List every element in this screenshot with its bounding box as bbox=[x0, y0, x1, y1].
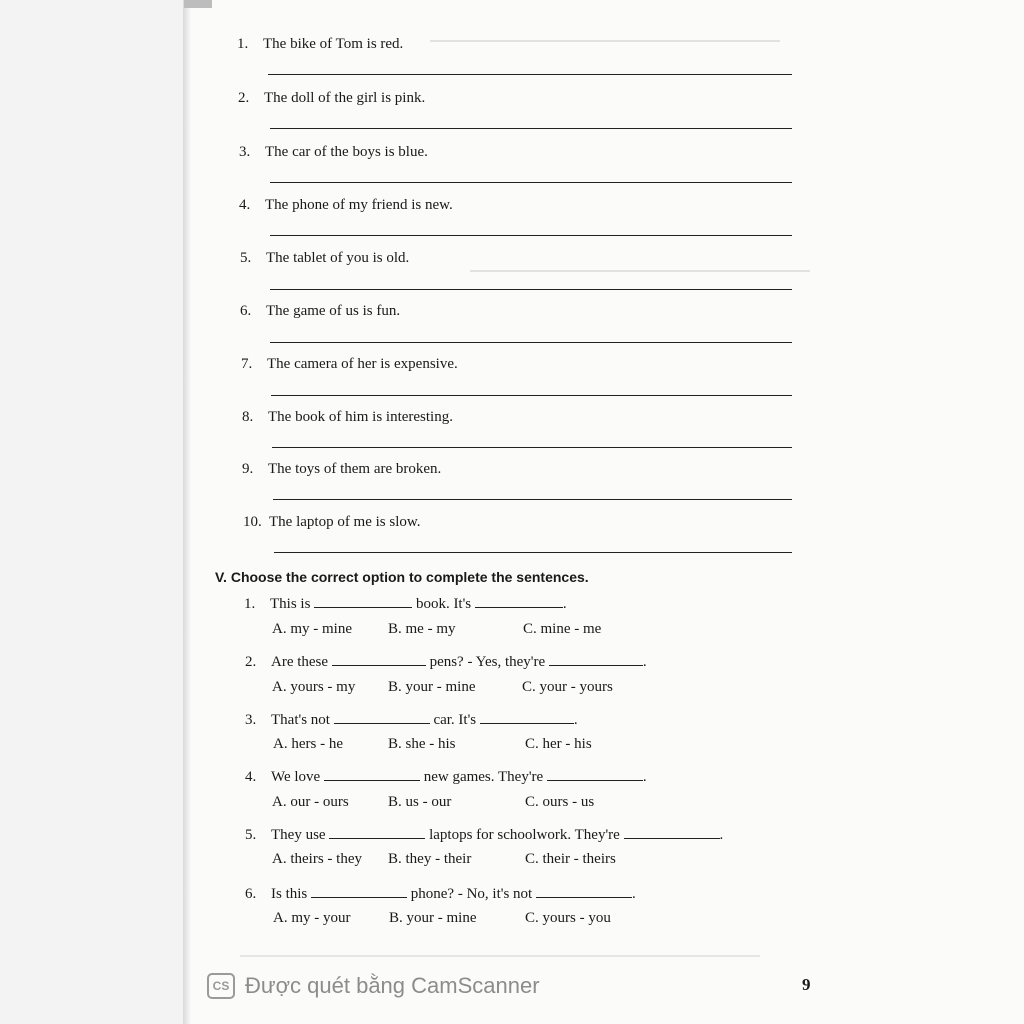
question-row bbox=[245, 885, 636, 903]
bleed-through-decoration bbox=[240, 955, 760, 957]
answer-line[interactable] bbox=[268, 74, 792, 75]
section-v-title: V. Choose the correct option to complete the sentences. bbox=[215, 569, 589, 585]
question-text: Are these bbox=[271, 654, 329, 670]
rewrite-item bbox=[243, 514, 421, 531]
option-b[interactable]: B. us - our bbox=[388, 794, 452, 810]
answer-line[interactable] bbox=[270, 342, 792, 343]
question-number: 2. bbox=[245, 654, 257, 670]
page-edge-shadow bbox=[183, 0, 191, 1024]
question-text: laptops for schoolwork. They're bbox=[429, 827, 620, 843]
question-row bbox=[244, 595, 567, 613]
rewrite-item bbox=[239, 197, 453, 214]
option-c[interactable]: C. ours - us bbox=[525, 794, 595, 810]
question-number: 6. bbox=[245, 886, 257, 902]
blank-field[interactable] bbox=[480, 711, 574, 724]
item-number: 3. bbox=[239, 144, 251, 160]
question-text: book. It's bbox=[415, 596, 472, 612]
item-sentence: The camera of her is expensive. bbox=[267, 356, 458, 372]
rewrite-item bbox=[242, 461, 441, 478]
question-text: phone? - No, it's not bbox=[410, 886, 533, 902]
question-text: . bbox=[642, 769, 647, 785]
option-c[interactable]: C. her - his bbox=[525, 736, 592, 752]
rewrite-item bbox=[242, 409, 453, 426]
option-a[interactable]: A. my - mine bbox=[272, 621, 352, 637]
rewrite-item bbox=[241, 356, 458, 373]
option-b[interactable]: B. your - mine bbox=[389, 910, 477, 926]
question-text: pens? - Yes, they're bbox=[429, 654, 546, 670]
option-c[interactable]: C. your - yours bbox=[522, 679, 613, 695]
answer-line[interactable] bbox=[270, 235, 792, 236]
question-text: That's not bbox=[271, 712, 330, 728]
item-sentence: The car of the boys is blue. bbox=[265, 144, 428, 160]
question-text: They use bbox=[271, 827, 326, 843]
bleed-through-decoration bbox=[470, 270, 810, 272]
answer-line[interactable] bbox=[271, 395, 792, 396]
question-number: 3. bbox=[245, 712, 257, 728]
blank-field[interactable] bbox=[475, 595, 563, 608]
answer-line[interactable] bbox=[274, 552, 792, 553]
question-text: . bbox=[573, 712, 578, 728]
camscanner-watermark bbox=[207, 971, 540, 1001]
camscanner-logo: CS bbox=[207, 973, 235, 999]
item-sentence: The book of him is interesting. bbox=[268, 409, 453, 425]
blank-field[interactable] bbox=[332, 653, 426, 666]
question-text: . bbox=[631, 886, 636, 902]
blank-field[interactable] bbox=[334, 711, 430, 724]
item-number: 8. bbox=[242, 409, 254, 425]
answer-line[interactable] bbox=[273, 499, 792, 500]
option-b[interactable]: B. me - my bbox=[388, 621, 456, 637]
question-text: We love bbox=[271, 769, 321, 785]
blank-field[interactable] bbox=[314, 595, 412, 608]
question-text: . bbox=[562, 596, 567, 612]
item-number: 4. bbox=[239, 197, 251, 213]
item-sentence: The toys of them are broken. bbox=[268, 461, 442, 477]
option-a[interactable]: A. yours - my bbox=[272, 679, 356, 695]
option-b[interactable]: B. they - their bbox=[388, 851, 472, 867]
item-number: 5. bbox=[240, 250, 252, 266]
question-number: 5. bbox=[245, 827, 257, 843]
item-number: 9. bbox=[242, 461, 254, 477]
option-c[interactable]: C. yours - you bbox=[525, 910, 611, 926]
question-text: new games. They're bbox=[423, 769, 544, 785]
option-a[interactable]: A. my - your bbox=[273, 910, 351, 926]
answer-line[interactable] bbox=[272, 447, 792, 448]
rewrite-item bbox=[239, 144, 428, 161]
option-a[interactable]: A. theirs - they bbox=[272, 851, 362, 867]
rewrite-item bbox=[238, 90, 425, 107]
scanner-caption: Được quét bằng CamScanner bbox=[245, 973, 540, 998]
question-text: This is bbox=[270, 596, 311, 612]
item-sentence: The tablet of you is old. bbox=[266, 250, 410, 266]
option-a[interactable]: A. our - ours bbox=[272, 794, 349, 810]
question-row bbox=[245, 653, 647, 671]
rewrite-item bbox=[240, 303, 400, 320]
option-c[interactable]: C. mine - me bbox=[523, 621, 602, 637]
page-number: 9 bbox=[802, 975, 811, 994]
item-sentence: The laptop of me is slow. bbox=[269, 514, 421, 530]
answer-line[interactable] bbox=[270, 289, 792, 290]
question-row bbox=[245, 826, 723, 844]
rewrite-item bbox=[240, 250, 409, 267]
question-row bbox=[245, 768, 647, 786]
answer-line[interactable] bbox=[270, 128, 792, 129]
question-text: car. It's bbox=[433, 712, 477, 728]
blank-field[interactable] bbox=[536, 885, 632, 898]
question-text: . bbox=[719, 827, 724, 843]
answer-line[interactable] bbox=[270, 182, 792, 183]
item-number: 10. bbox=[243, 514, 262, 530]
question-number: 1. bbox=[244, 596, 256, 612]
item-number: 2. bbox=[238, 90, 250, 106]
blank-field[interactable] bbox=[624, 826, 720, 839]
blank-field[interactable] bbox=[311, 885, 407, 898]
option-b[interactable]: B. your - mine bbox=[388, 679, 476, 695]
item-number: 1. bbox=[237, 36, 249, 52]
scan-corner-mark bbox=[184, 0, 212, 8]
blank-field[interactable] bbox=[549, 653, 643, 666]
bleed-through-decoration bbox=[430, 40, 780, 42]
item-sentence: The doll of the girl is pink. bbox=[264, 90, 426, 106]
item-number: 6. bbox=[240, 303, 252, 319]
blank-field[interactable] bbox=[324, 768, 420, 781]
question-text: . bbox=[642, 654, 647, 670]
item-sentence: The phone of my friend is new. bbox=[265, 197, 453, 213]
question-text: Is this bbox=[271, 886, 308, 902]
blank-field[interactable] bbox=[547, 768, 643, 781]
rewrite-item bbox=[237, 36, 403, 53]
item-sentence: The game of us is fun. bbox=[266, 303, 401, 319]
item-sentence: The bike of Tom is red. bbox=[263, 36, 404, 52]
option-b[interactable]: B. she - his bbox=[388, 736, 456, 752]
item-number: 7. bbox=[241, 356, 253, 372]
blank-field[interactable] bbox=[329, 826, 425, 839]
question-number: 4. bbox=[245, 769, 257, 785]
option-a[interactable]: A. hers - he bbox=[273, 736, 343, 752]
option-c[interactable]: C. their - theirs bbox=[525, 851, 616, 867]
question-row bbox=[245, 711, 578, 729]
